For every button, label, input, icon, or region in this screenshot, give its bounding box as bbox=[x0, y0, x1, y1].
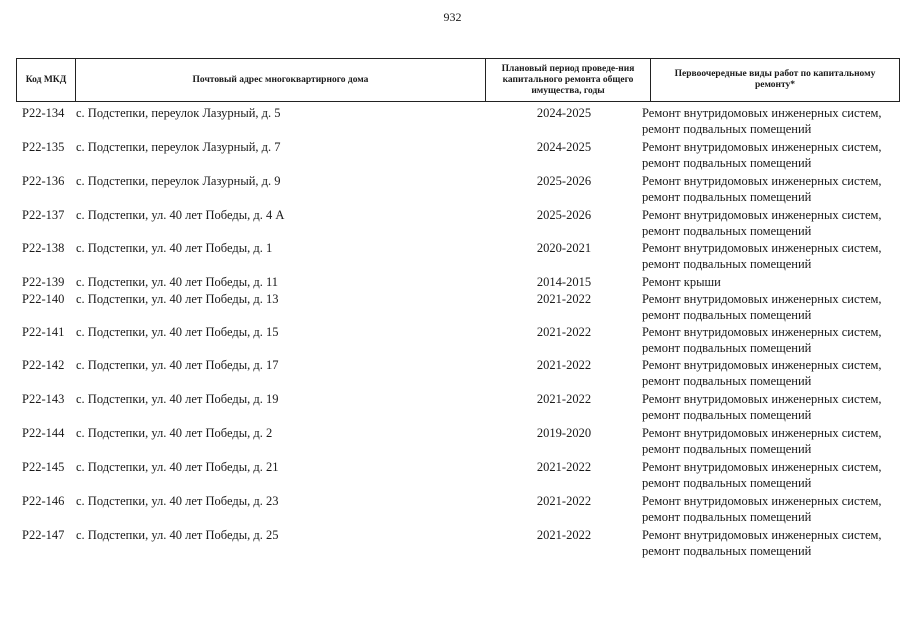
row-works-line: ремонт подвальных помещений bbox=[642, 122, 812, 136]
page-number: 932 bbox=[443, 10, 462, 24]
row-works bbox=[642, 105, 904, 137]
row-works bbox=[642, 324, 904, 356]
row-works-line: ремонт подвальных помещений bbox=[642, 341, 812, 355]
table-header bbox=[16, 58, 900, 102]
row-works bbox=[642, 493, 904, 525]
row-works-line: ремонт подвальных помещений bbox=[642, 442, 812, 456]
row-address: с. Подстепки, ул. 40 лет Победы, д. 17 bbox=[76, 358, 279, 372]
row-code: P22-136 bbox=[22, 174, 65, 188]
row-period: 2021-2022 bbox=[536, 528, 592, 542]
row-works bbox=[642, 425, 904, 457]
row-address: с. Подстепки, ул. 40 лет Победы, д. 2 bbox=[76, 426, 273, 440]
row-works-line: Ремонт внутридомовых инженерных систем, bbox=[642, 292, 882, 306]
row-period: 2020-2021 bbox=[536, 241, 592, 255]
row-works bbox=[642, 274, 904, 290]
row-period: 2024-2025 bbox=[536, 106, 592, 120]
row-works-line: ремонт подвальных помещений bbox=[642, 476, 812, 490]
row-code: P22-134 bbox=[22, 106, 65, 120]
row-works bbox=[642, 240, 904, 272]
row-works bbox=[642, 459, 904, 491]
row-works bbox=[642, 139, 904, 171]
row-works-line: ремонт подвальных помещений bbox=[642, 408, 812, 422]
row-address: с. Подстепки, ул. 40 лет Победы, д. 23 bbox=[76, 494, 279, 508]
header-address: Почтовый адрес многоквартирного дома bbox=[76, 59, 486, 101]
row-code: P22-138 bbox=[22, 241, 65, 255]
row-period: 2021-2022 bbox=[536, 392, 592, 406]
row-works bbox=[642, 391, 904, 423]
row-works-line: ремонт подвальных помещений bbox=[642, 510, 812, 524]
row-period: 2021-2022 bbox=[536, 325, 592, 339]
row-code: P22-142 bbox=[22, 358, 65, 372]
row-address: с. Подстепки, ул. 40 лет Победы, д. 25 bbox=[76, 528, 279, 542]
row-address: с. Подстепки, ул. 40 лет Победы, д. 13 bbox=[76, 292, 279, 306]
row-address: с. Подстепки, ул. 40 лет Победы, д. 19 bbox=[76, 392, 279, 406]
row-works bbox=[642, 291, 904, 323]
row-period: 2021-2022 bbox=[536, 358, 592, 372]
row-works-line: Ремонт внутридомовых инженерных систем, bbox=[642, 106, 882, 120]
row-works-line: Ремонт внутридомовых инженерных систем, bbox=[642, 358, 882, 372]
row-works-line: Ремонт крыши bbox=[642, 275, 721, 289]
row-works-line: ремонт подвальных помещений bbox=[642, 156, 812, 170]
row-works-line: Ремонт внутридомовых инженерных систем, bbox=[642, 241, 882, 255]
row-code: P22-145 bbox=[22, 460, 65, 474]
row-period: 2024-2025 bbox=[536, 140, 592, 154]
row-works-line: Ремонт внутридомовых инженерных систем, bbox=[642, 140, 882, 154]
row-code: P22-140 bbox=[22, 292, 65, 306]
row-address: с. Подстепки, ул. 40 лет Победы, д. 15 bbox=[76, 325, 279, 339]
row-works-line: Ремонт внутридомовых инженерных систем, bbox=[642, 426, 882, 440]
row-code: P22-146 bbox=[22, 494, 65, 508]
row-works-line: ремонт подвальных помещений bbox=[642, 224, 812, 238]
row-works-line: Ремонт внутридомовых инженерных систем, bbox=[642, 208, 882, 222]
row-works-line: Ремонт внутридомовых инженерных систем, bbox=[642, 325, 882, 339]
row-works-line: ремонт подвальных помещений bbox=[642, 374, 812, 388]
row-address: с. Подстепки, переулок Лазурный, д. 7 bbox=[76, 140, 281, 154]
header-period: Плановый период проведе-ния капитального ремонта общего имущества, годы bbox=[486, 59, 651, 101]
row-works-line: Ремонт внутридомовых инженерных систем, bbox=[642, 392, 882, 406]
row-works-line: ремонт подвальных помещений bbox=[642, 544, 812, 558]
row-works-line: ремонт подвальных помещений bbox=[642, 308, 812, 322]
row-works-line: Ремонт внутридомовых инженерных систем, bbox=[642, 494, 882, 508]
row-address: с. Подстепки, переулок Лазурный, д. 9 bbox=[76, 174, 281, 188]
row-works-line: Ремонт внутридомовых инженерных систем, bbox=[642, 174, 882, 188]
row-works-line: ремонт подвальных помещений bbox=[642, 190, 812, 204]
row-works-line: Ремонт внутридомовых инженерных систем, bbox=[642, 460, 882, 474]
row-code: P22-135 bbox=[22, 140, 65, 154]
row-address: с. Подстепки, ул. 40 лет Победы, д. 1 bbox=[76, 241, 273, 255]
row-period: 2021-2022 bbox=[536, 460, 592, 474]
row-code: P22-141 bbox=[22, 325, 65, 339]
row-works bbox=[642, 173, 904, 205]
row-period: 2019-2020 bbox=[536, 426, 592, 440]
row-period: 2025-2026 bbox=[536, 208, 592, 222]
row-period: 2021-2022 bbox=[536, 494, 592, 508]
row-works bbox=[642, 357, 904, 389]
row-works bbox=[642, 527, 904, 559]
row-code: P22-144 bbox=[22, 426, 65, 440]
row-works-line: Ремонт внутридомовых инженерных систем, bbox=[642, 528, 882, 542]
header-code: Код МКД bbox=[17, 59, 76, 101]
row-code: P22-137 bbox=[22, 208, 65, 222]
row-works-line: ремонт подвальных помещений bbox=[642, 257, 812, 271]
row-code: P22-143 bbox=[22, 392, 65, 406]
header-works: Первоочередные виды работ по капитальному ремонту* bbox=[674, 69, 876, 90]
row-code: P22-139 bbox=[22, 275, 65, 289]
row-works bbox=[642, 207, 904, 239]
row-period: 2021-2022 bbox=[536, 292, 592, 306]
row-period: 2025-2026 bbox=[536, 174, 592, 188]
row-address: с. Подстепки, ул. 40 лет Победы, д. 21 bbox=[76, 460, 279, 474]
row-address: с. Подстепки, ул. 40 лет Победы, д. 11 bbox=[76, 275, 279, 289]
row-address: с. Подстепки, переулок Лазурный, д. 5 bbox=[76, 106, 281, 120]
row-period: 2014-2015 bbox=[536, 275, 592, 289]
row-code: P22-147 bbox=[22, 528, 65, 542]
row-address: с. Подстепки, ул. 40 лет Победы, д. 4 А bbox=[76, 208, 285, 222]
